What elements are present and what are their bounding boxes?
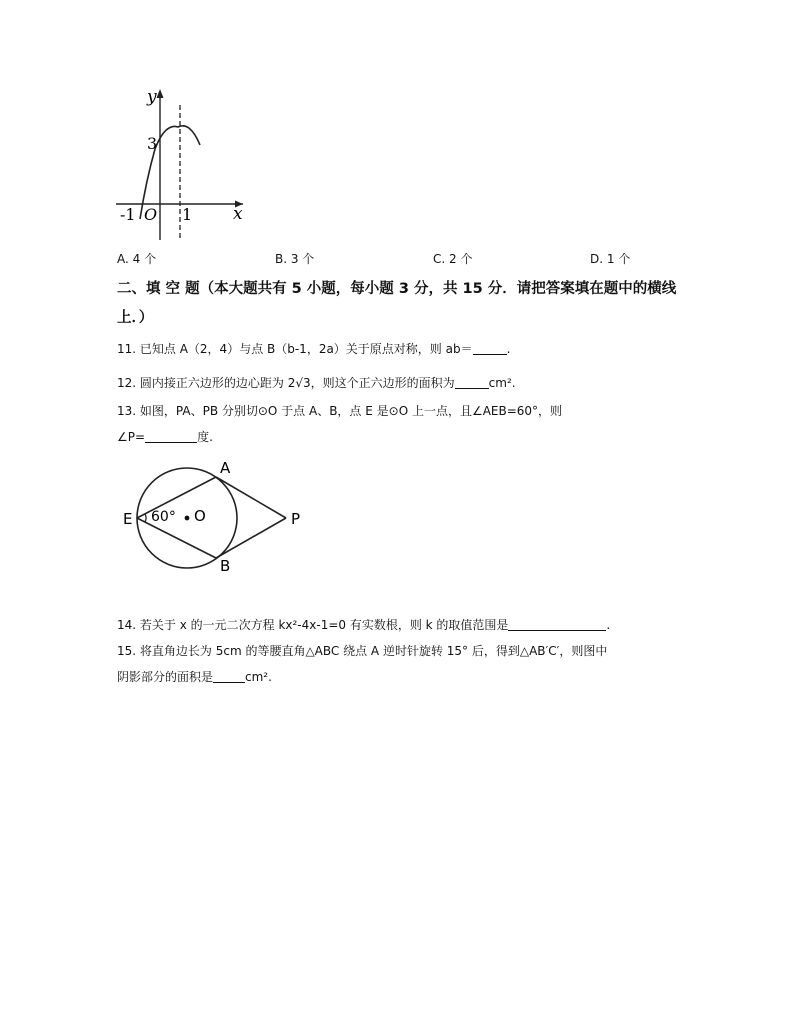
choice-b: B. 3 个 xyxy=(275,252,315,266)
q13-text-end: 度. xyxy=(197,430,213,444)
y-axis-label: y xyxy=(147,87,157,107)
label-p: P xyxy=(291,510,301,528)
choice-c: C. 2 个 xyxy=(433,252,473,266)
question-13-line2 xyxy=(117,424,213,450)
center-point xyxy=(185,516,190,521)
question-11 xyxy=(117,336,510,362)
circle-tangent-figure xyxy=(118,455,318,577)
y-intercept-label: 3 xyxy=(147,134,158,153)
y-axis-arrow xyxy=(157,89,164,98)
q12-text-middle: ，则这个正六边形的面积为 xyxy=(310,376,455,390)
q11-text-end: . xyxy=(506,342,511,356)
q13-text: ∠P= xyxy=(117,430,146,444)
q15-text: 阴影部分的面积是 xyxy=(117,670,214,684)
question-14 xyxy=(117,612,610,638)
question-15-line2 xyxy=(117,664,272,690)
label-e: E xyxy=(123,510,133,528)
one-label: 1 xyxy=(182,205,193,224)
q12-text: 12. 圆内接正六边形的边心距为 2 xyxy=(117,376,296,390)
label-o: O xyxy=(194,507,206,525)
question-12 xyxy=(117,370,516,396)
sqrt-three: √3 xyxy=(295,376,311,390)
q12-unit: cm². xyxy=(488,376,516,390)
origin-label: O xyxy=(144,205,158,224)
x-axis-label: x xyxy=(233,204,243,224)
neg-one-label: -1 xyxy=(120,205,136,224)
question-15-line1: 15. 将直角边长为 5cm 的等腰直角△ABC 绕点 A 逆时针旋转 15° 后，得到△AB′C′，则图中 xyxy=(117,644,608,658)
label-b: B xyxy=(220,557,231,575)
q15-unit: cm². xyxy=(245,670,272,684)
choice-a: A. 4 个 xyxy=(117,252,157,266)
q11-text: 11. 已知点 A（2，4）与点 B（b-1，2a）关于原点对称，则 ab＝ xyxy=(117,342,473,356)
angle-label: 60° xyxy=(151,509,176,525)
label-a: A xyxy=(220,459,231,477)
section-title: 二、填 空 题（本大题共有 5 小题，每小题 3 分，共 15 分．请把答案填在题中的横线上．） xyxy=(117,281,677,326)
parabola-graph xyxy=(110,85,260,245)
q15-answer-blank[interactable] xyxy=(213,668,245,683)
q11-answer-blank[interactable] xyxy=(473,340,507,355)
line-pa xyxy=(216,477,286,518)
q14-text: 14. 若关于 x 的一元二次方程 kx²-4x-1=0 有实数根，则 k 的取值范围是 xyxy=(117,618,509,632)
q13-answer-blank[interactable] xyxy=(145,428,197,443)
angle-arc xyxy=(145,514,146,522)
choice-d: D. 1 个 xyxy=(590,252,631,266)
q14-text-end: . xyxy=(606,618,611,632)
q14-answer-blank[interactable] xyxy=(508,616,606,631)
question-13-line1: 13. 如图，PA、PB 分别切⊙O 于点 A、B，点 E 是⊙O 上一点，且∠AEB=60°，则 xyxy=(117,404,563,418)
q12-answer-blank[interactable] xyxy=(455,374,489,389)
line-pb xyxy=(216,518,286,558)
